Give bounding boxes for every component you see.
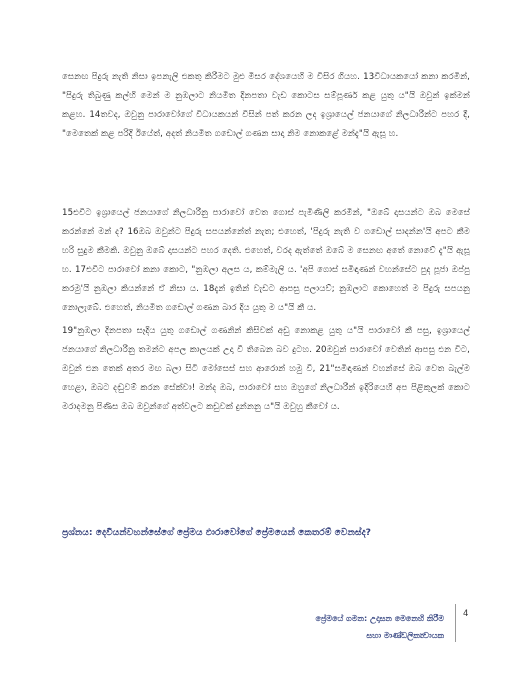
footer-title: ප්‍රේමයේ ගමන: උදාසන මෙනෙහි කිරීම: [315, 614, 444, 623]
page-footer: [315, 610, 444, 644]
page-number: 4: [463, 609, 469, 619]
footer-subtitle: සහා මාණ්ඩලිකත්‍වායක: [366, 631, 444, 640]
body-paragraph-2: 15එවිට ඉශ්‍රායෙල් ජනයාගේ නිලධාරීනු පාරාවෝ වෙත ගොස් පැමිණිලි කරමින්, "ඔබේ දාසයන්ට ඔබ මෙසේ කරන්නේ මන් ද? 16ඔබ ඔවුන්ට පිදුරු සපයන්නේත් නැත; එහෙත්, 'පිදුරු නැති ව ගඩොල් සාදන්න'යි අපට කීම හරි සුදුම කීමකි. ඔවුනු ඔබේ දාසයන්ට පහර දෙති. එහෙත්, වරද ඇත්තේ ඔබේ ම සෙනඟ අතේ නොවේ දැ"යි ඇසූ හ. 17එවිට පාරාවෝ කනා කොට, "නුඹලා අලස ය, කම්මැලි ය. 'අපි ගොස් සමිඳාණන් වහන්සේට පුද පූජා ඔප්පු කරමු'යි නුඹලා කියන්නේ ඒ නිසා ය. 18දැන් ඉතින් වැඩට ආපසු පලායව්; නුඹලාට කොහෙත් ම පිදුරු සපයනු නොලැබේ. එහෙත්, නියමිත ගඩොල් ගණන බාර දිය යුතු ම ය"යි කී ය.: [62, 208, 470, 313]
body-paragraph-3: 19"නුඹලා දිනපතා සෑදිය යුතු ගඩොල් ගණනින් කිසිවක් අඩු නොකළ යුතු ය"යි පාරාවෝ කී පසු, ඉශ්‍රායෙල් ජනයාගේ නිලධාරීනු තමන්ට අපල කාලයක් උදා වී තිබෙන බව දුටහ. 20ඔවුන් පාරාවෝ වෙතින් ආපසු එන විට, ඔවුන් එන තෙක් අතර මඟ බලා සිටි මෝසෙස් සහ ආරොන් හමු වී, 21"සමිඳාණන් වහන්සේ ඔබ වෙත බැල්ම හෙළා, ඔබට දඬුවම් කරන සේක්වා! මන්ද ඔබ, පාරාවෝ සහ ඔහුගේ නිලධාරීන් ඉදිරියෙහි අප පිළිකුලක් කොට මරාදමනු පිණිස ඔබ ඔවුන්ගේ අත්වලට කඩුවක් දුන්නනු ය"යි ඔවුහු කීවෝ ය.: [62, 326, 470, 412]
reflection-question: ප්‍රශ්නය: දෙවියන්වහන්සේගේ ප්‍රේමය ඵාරාවෝගේ ප්‍රේමයෙන් කෙතරම් වෙනස්ද?: [62, 527, 372, 538]
body-paragraph-1: සෙනඟ පිදුරු නැති නිසා ඉපනැලි එකතු කිරීමට මුළු මිසර දේශයෙහි ම විසිර ගියහ. 13විධායකයෝ කනා කරමින්, "පිදුරු තිබුණු කල්හි මෙන් ම නුඹලාට නියමිත දිනපතා වැඩ කොටස සම්පූර්ණ කළ යුතු ය"යි ඔවුන් ඉක්මන් කළහ. 14තවද, ඔවුනු පාරාවෝගේ විධායකයන් විසින් පත් කරන ලද ඉශ්‍රායෙල් ජනයාගේ නිලධාරීන්ට පහර දී, "මෙතෙක් කළ පරිදි ඊයේත්, අදත් නියමිත ගඩොල් ගණන සාදා නිම නොකළේ මන්දැ"යි ඇසූ හ.: [62, 72, 470, 139]
footer-divider: [455, 604, 456, 642]
